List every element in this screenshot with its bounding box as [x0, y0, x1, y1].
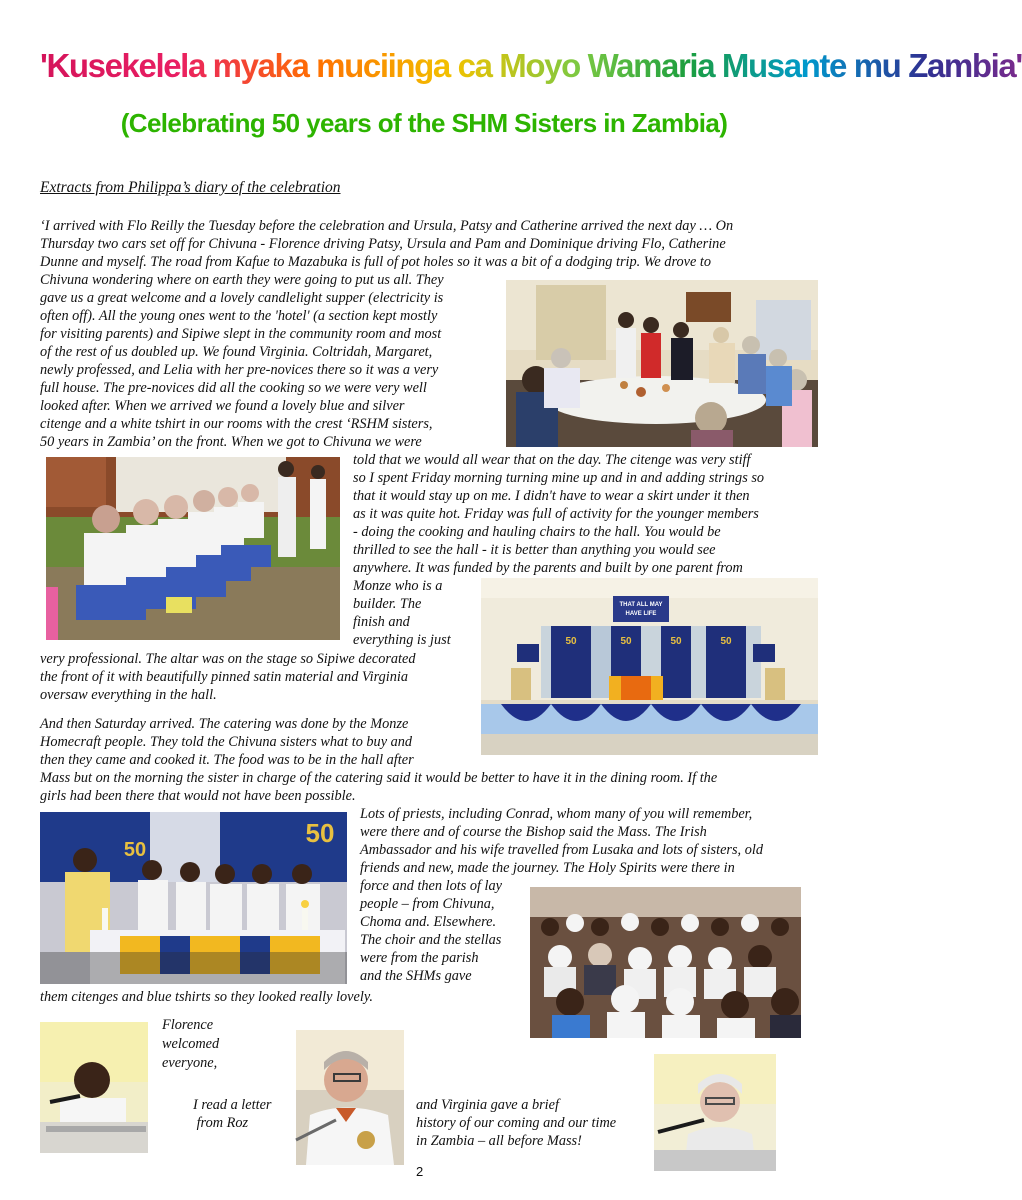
text-line: Ambassador and his wife travelled from Lusaka and lots of sisters, old [360, 842, 763, 858]
text-line: were there and of course the Bishop said the Mass. The Irish [360, 824, 707, 840]
text-line: thrilled to see the hall - it is better than anything you would see [353, 542, 716, 558]
text-line: newly professed, and Lelia with her pre-novices there so it was a very [40, 362, 439, 378]
caption-florence-2: welcomed [162, 1036, 220, 1052]
text-line: for visiting parents) and Sipiwe slept in the community room and most [40, 326, 442, 342]
text-line: Choma and. Elsewhere. [360, 914, 497, 930]
photo-hall-stage [481, 578, 818, 755]
altar-fifty-1: 50 [123, 839, 147, 861]
text-line: were from the parish [360, 950, 479, 966]
altar-fifty-2: 50 [305, 818, 335, 848]
banner-fifty-4: 50 [720, 636, 732, 647]
banner-fifty-3: 50 [670, 636, 682, 647]
caption-florence-3: everyone, [162, 1055, 218, 1071]
text-line: oversaw everything in the hall. [40, 687, 217, 703]
photo-dining-room [506, 280, 818, 447]
text-line: And then Saturday arrived. The catering was done by the Monze [40, 716, 409, 732]
text-line: Thursday two cars set off for Chivuna - Florence driving Patsy, Ursula and Pam and Dominique driving Flo, Catherine [40, 236, 726, 252]
banner-sign-line-2: HAVE LIFE [625, 611, 657, 617]
text-line: force and then lots of lay [360, 878, 503, 894]
text-line: and the SHMs gave [360, 968, 472, 984]
text-line: as it was quite hot. Friday was full of activity for the younger members [353, 506, 759, 522]
text-line: that it would stay up on me. I didn't have to wear a skirt under it then [353, 488, 750, 504]
text-line: girls had been there that would not have been possible. [40, 788, 356, 804]
photo-philippa [296, 1030, 404, 1165]
text-line: very professional. The altar was on the stage so Sipiwe decorated [40, 651, 416, 667]
text-line: Homecraft people. They told the Chivuna sisters what to buy and [40, 734, 413, 750]
text-line: anywhere. It was funded by the parents and built by one parent from [353, 560, 743, 576]
text-line: Chivuna wondering where on earth they were going to put us all. They [40, 272, 444, 288]
text-line: Monze who is a [353, 578, 443, 594]
caption-florence-1: Florence [162, 1017, 214, 1033]
text-line: ‘I arrived with Flo Reilly the Tuesday before the celebration and Ursula, Patsy and Catherine arrived the next day … On [40, 218, 734, 234]
banner-sign-line-1: THAT ALL MAY [619, 602, 663, 608]
text-line: so I spent Friday morning turning mine up and in and adding strings so [353, 470, 765, 486]
photo-florence [40, 1022, 148, 1153]
photo-congregation [530, 887, 801, 1038]
text-line: Dunne and myself. The road from Kafue to Mazabuka is full of pot holes so it was a bit of a dodging trip. We drove to [40, 254, 712, 270]
section-heading: Extracts from Philippa’s diary of the celebration [40, 179, 341, 196]
text-line: 50 years in Zambia’ on the front. When we got to Chivuna we were [40, 434, 422, 450]
text-line: everything is just [353, 632, 451, 648]
text-line: looked after. When we arrived we found a lovely blue and silver [40, 398, 405, 414]
text-line: Lots of priests, including Conrad, whom many of you will remember, [360, 806, 753, 822]
photo-mass-altar [40, 812, 347, 984]
photo-sisters-seated [46, 457, 340, 640]
text-line: often off). All the young ones went to the 'hotel' (a section kept mostly [40, 308, 438, 324]
banner-fifty-1: 50 [565, 636, 577, 647]
text-line: full house. The pre-novices did all the cooking so we were very well [40, 380, 427, 396]
text-line: then they came and cooked it. The food was to be in the hall after [40, 752, 414, 768]
page-number: 2 [416, 1164, 424, 1179]
text-line: of the rest of us doubled up. We found Virginia. Coltridah, Margaret, [40, 344, 433, 360]
text-line: finish and [353, 614, 410, 630]
text-line: - doing the cooking and hauling chairs to the hall. You would be [353, 524, 721, 540]
text-line: builder. The [353, 596, 422, 612]
text-line: Mass but on the morning the sister in charge of the catering said it would be better to have it in the dining room. If the [40, 770, 718, 786]
text-line: friends and new, made the journey. The Holy Spirits were there in [360, 860, 735, 876]
photo-virginia [654, 1054, 776, 1171]
page-title: 'Kusekelela myaka muciinga ca Moyo Wamaria Musante mu Zambia' [40, 47, 1022, 84]
text-line: The choir and the stellas [360, 932, 502, 948]
caption-virginia-2: history of our coming and our time [416, 1115, 617, 1131]
caption-virginia-3: in Zambia – all before Mass! [416, 1133, 582, 1149]
caption-virginia-1: and Virginia gave a brief [416, 1097, 559, 1113]
text-line: told that we would all wear that on the day. The citenge was very stiff [353, 452, 751, 468]
text-line: them citenges and blue tshirts so they looked really lovely. [40, 989, 373, 1005]
caption-roz-1: I read a letter [193, 1097, 272, 1113]
page-subtitle: (Celebrating 50 years of the SHM Sisters in Zambia) [120, 108, 728, 138]
banner-fifty-2: 50 [620, 636, 632, 647]
text-line: people – from Chivuna, [360, 896, 495, 912]
text-line: citenge and a white tshirt in our rooms with the crest ‘RSHM sisters, [40, 416, 433, 432]
text-line: the front of it with beautifully pinned satin material and Virginia [40, 669, 408, 685]
text-line: gave us a great welcome and a lovely candlelight supper (electricity is [40, 290, 444, 306]
caption-roz-2: from Roz [193, 1115, 249, 1131]
